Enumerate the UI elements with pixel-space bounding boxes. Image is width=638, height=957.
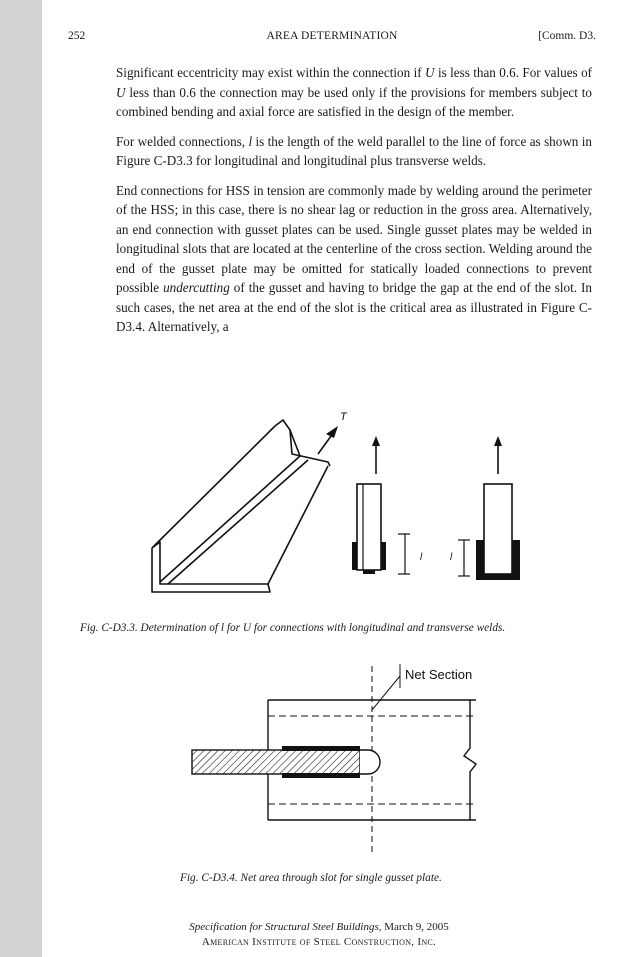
hss-longitudinal-weld — [352, 436, 410, 574]
length-label-right: l — [450, 552, 453, 563]
figure-c-d3-4-drawing — [188, 660, 488, 860]
footer-citation — [0, 921, 638, 933]
force-label: T — [340, 411, 347, 423]
header-section: [Comm. D3. — [538, 30, 596, 42]
angle-member — [152, 420, 330, 592]
gusset-plate — [192, 746, 380, 778]
figure-c-d3-3-drawing — [130, 404, 550, 600]
body-text — [116, 63, 592, 347]
net-section-label: Net Section — [405, 667, 473, 682]
figure-c-d3-4-caption: Fig. C-D3.4. Net area through slot for single gusset plate. — [180, 872, 442, 884]
hss-longitudinal-transverse-weld — [458, 436, 520, 580]
page-number: 252 — [68, 30, 86, 42]
paragraph-welded-connections: For welded connections, l is the length of the weld parallel to the line of force as shown in Figure C-D3.3 for longitudinal and longitudinal plus transverse welds. — [116, 133, 592, 168]
footer-date: March 9, 2005 — [381, 921, 449, 933]
figure-c-d3-4 — [188, 660, 488, 860]
page-gutter — [0, 0, 42, 957]
force-arrowhead — [326, 426, 338, 438]
footer-publisher: American Institute of Steel Construction, Inc. — [201, 936, 437, 948]
footer-spec-title: Specification for Structural Steel Buildings, — [189, 921, 382, 933]
running-header — [68, 30, 596, 46]
length-label-left: l — [420, 552, 423, 563]
figure-c-d3-3 — [130, 404, 550, 600]
paragraph-hss-end-connections: End connections for HSS in tension are commonly made by welding around the perimeter of the HSS; in this case, there is no shear lag or reduction in the gross area. Alternatively, an end connection with gusset plates can be used. Single gusset plates may be welded in longitudinal slots that are located at the centerline of the cross section. Welding around the end of the gusset plate may be omitted for statically loaded connections to prevent possible undercutting of the gusset and having to bridge the gap at the end of the slot. In such cases, the net area at the end of the slot is the critical area as illustrated in Figure C-D3.4. Alternatively, a — [116, 182, 593, 334]
header-title: AREA DETERMINATION — [266, 30, 398, 42]
figure-c-d3-3-caption: Fig. C-D3.3. Determination of l for U for connections with longitudinal and transverse welds. — [80, 622, 506, 634]
paragraph-eccentricity: Significant eccentricity may exist within the connection if U is less than 0.6. For values of U less than 0.6 the connection may be used only if the provisions for members subject to combined bending and axial force are satisfied in the design of the member. — [116, 65, 593, 119]
